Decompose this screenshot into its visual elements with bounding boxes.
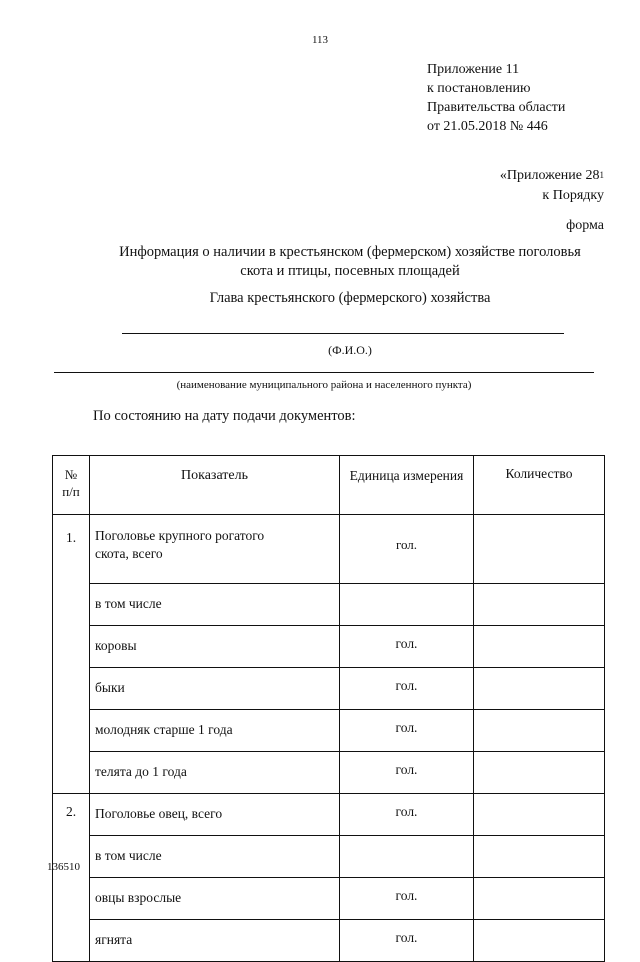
municipality-caption: (наименование муниципального района и населенного пункта)	[176, 379, 472, 391]
as-of-date-label: По состоянию на дату подачи документов:	[93, 408, 356, 424]
table-row	[53, 752, 605, 794]
header-number	[53, 456, 90, 515]
annex-line: Приложение 11	[427, 62, 520, 77]
quantity-cell[interactable]	[474, 584, 605, 626]
procedure-annex-title	[500, 166, 604, 186]
procedure-annex-superscript: 1	[599, 170, 604, 180]
form-label: форма	[566, 218, 604, 233]
annex-line: от 21.05.2018 № 446	[427, 119, 548, 134]
row-number	[53, 668, 90, 710]
table-row	[53, 710, 605, 752]
row-indicator: овцы взрослые	[90, 878, 340, 920]
row-indicator: телята до 1 года	[90, 752, 340, 794]
annex-reference-block	[427, 60, 565, 136]
quantity-cell[interactable]	[474, 836, 605, 878]
procedure-annex-line: к Порядку	[542, 188, 604, 203]
row-indicator: коровы	[90, 626, 340, 668]
livestock-table	[52, 455, 605, 962]
row-unit: гол.	[340, 752, 474, 794]
page-number: 113	[311, 34, 329, 46]
procedure-annex-text: «Приложение 28	[499, 168, 600, 183]
quantity-cell[interactable]	[474, 668, 605, 710]
row-unit: гол.	[340, 515, 474, 584]
annex-line: к постановлению	[427, 81, 531, 96]
quantity-cell[interactable]	[474, 710, 605, 752]
header-unit: Единица измерения	[340, 456, 474, 515]
row-indicator: в том числе	[90, 836, 340, 878]
row-indicator: в том числе	[90, 584, 340, 626]
row-number	[53, 878, 90, 920]
indicator-line: скота, всего	[95, 546, 163, 561]
indicator-line: Поголовье крупного рогатого	[95, 528, 265, 543]
row-indicator: Поголовье овец, всего	[90, 794, 340, 836]
header-number-abbr: п/п	[62, 484, 80, 499]
row-number: 2.	[53, 794, 90, 836]
table-row	[53, 920, 605, 962]
quantity-cell[interactable]	[474, 878, 605, 920]
document-title	[60, 243, 640, 281]
table-row	[53, 668, 605, 710]
fio-caption: (Ф.И.О.)	[328, 343, 372, 357]
table-header-row	[53, 456, 605, 515]
table-row	[53, 515, 605, 584]
table-row	[53, 584, 605, 626]
row-number	[53, 710, 90, 752]
row-unit: гол.	[340, 710, 474, 752]
quantity-cell[interactable]	[474, 515, 605, 584]
row-unit: гол.	[340, 920, 474, 962]
row-number	[53, 584, 90, 626]
row-indicator: молодняк старше 1 года	[90, 710, 340, 752]
row-unit: гол.	[340, 668, 474, 710]
quantity-cell[interactable]	[474, 794, 605, 836]
annex-line: Правительства области	[427, 100, 566, 115]
title-line: скота и птицы, посевных площадей	[240, 263, 460, 279]
row-unit	[340, 584, 474, 626]
quantity-cell[interactable]	[474, 626, 605, 668]
title-line: Информация о наличии в крестьянском (фермерском) хозяйстве поголовья	[119, 244, 581, 260]
row-number	[53, 626, 90, 668]
row-unit: гол.	[340, 794, 474, 836]
procedure-annex-block	[500, 166, 604, 206]
quantity-cell[interactable]	[474, 920, 605, 962]
row-unit: гол.	[340, 878, 474, 920]
table-row	[53, 794, 605, 836]
farm-head-label: Глава крестьянского (фермерского) хозяйства	[209, 290, 491, 306]
table-row	[53, 836, 605, 878]
municipality-fill-line[interactable]	[54, 372, 594, 373]
row-indicator	[90, 515, 340, 584]
row-number	[53, 752, 90, 794]
header-number-symbol: №	[64, 467, 78, 482]
fio-fill-line[interactable]	[122, 333, 564, 334]
row-unit: гол.	[340, 626, 474, 668]
table-row	[53, 626, 605, 668]
header-quantity: Количество	[474, 456, 605, 515]
row-number: 1.	[53, 515, 90, 584]
row-unit	[340, 836, 474, 878]
row-indicator: ягнята	[90, 920, 340, 962]
table-row	[53, 878, 605, 920]
row-number	[53, 920, 90, 962]
row-indicator: быки	[90, 668, 340, 710]
header-indicator: Показатель	[90, 456, 340, 515]
footer-code: 136510	[47, 861, 80, 873]
quantity-cell[interactable]	[474, 752, 605, 794]
